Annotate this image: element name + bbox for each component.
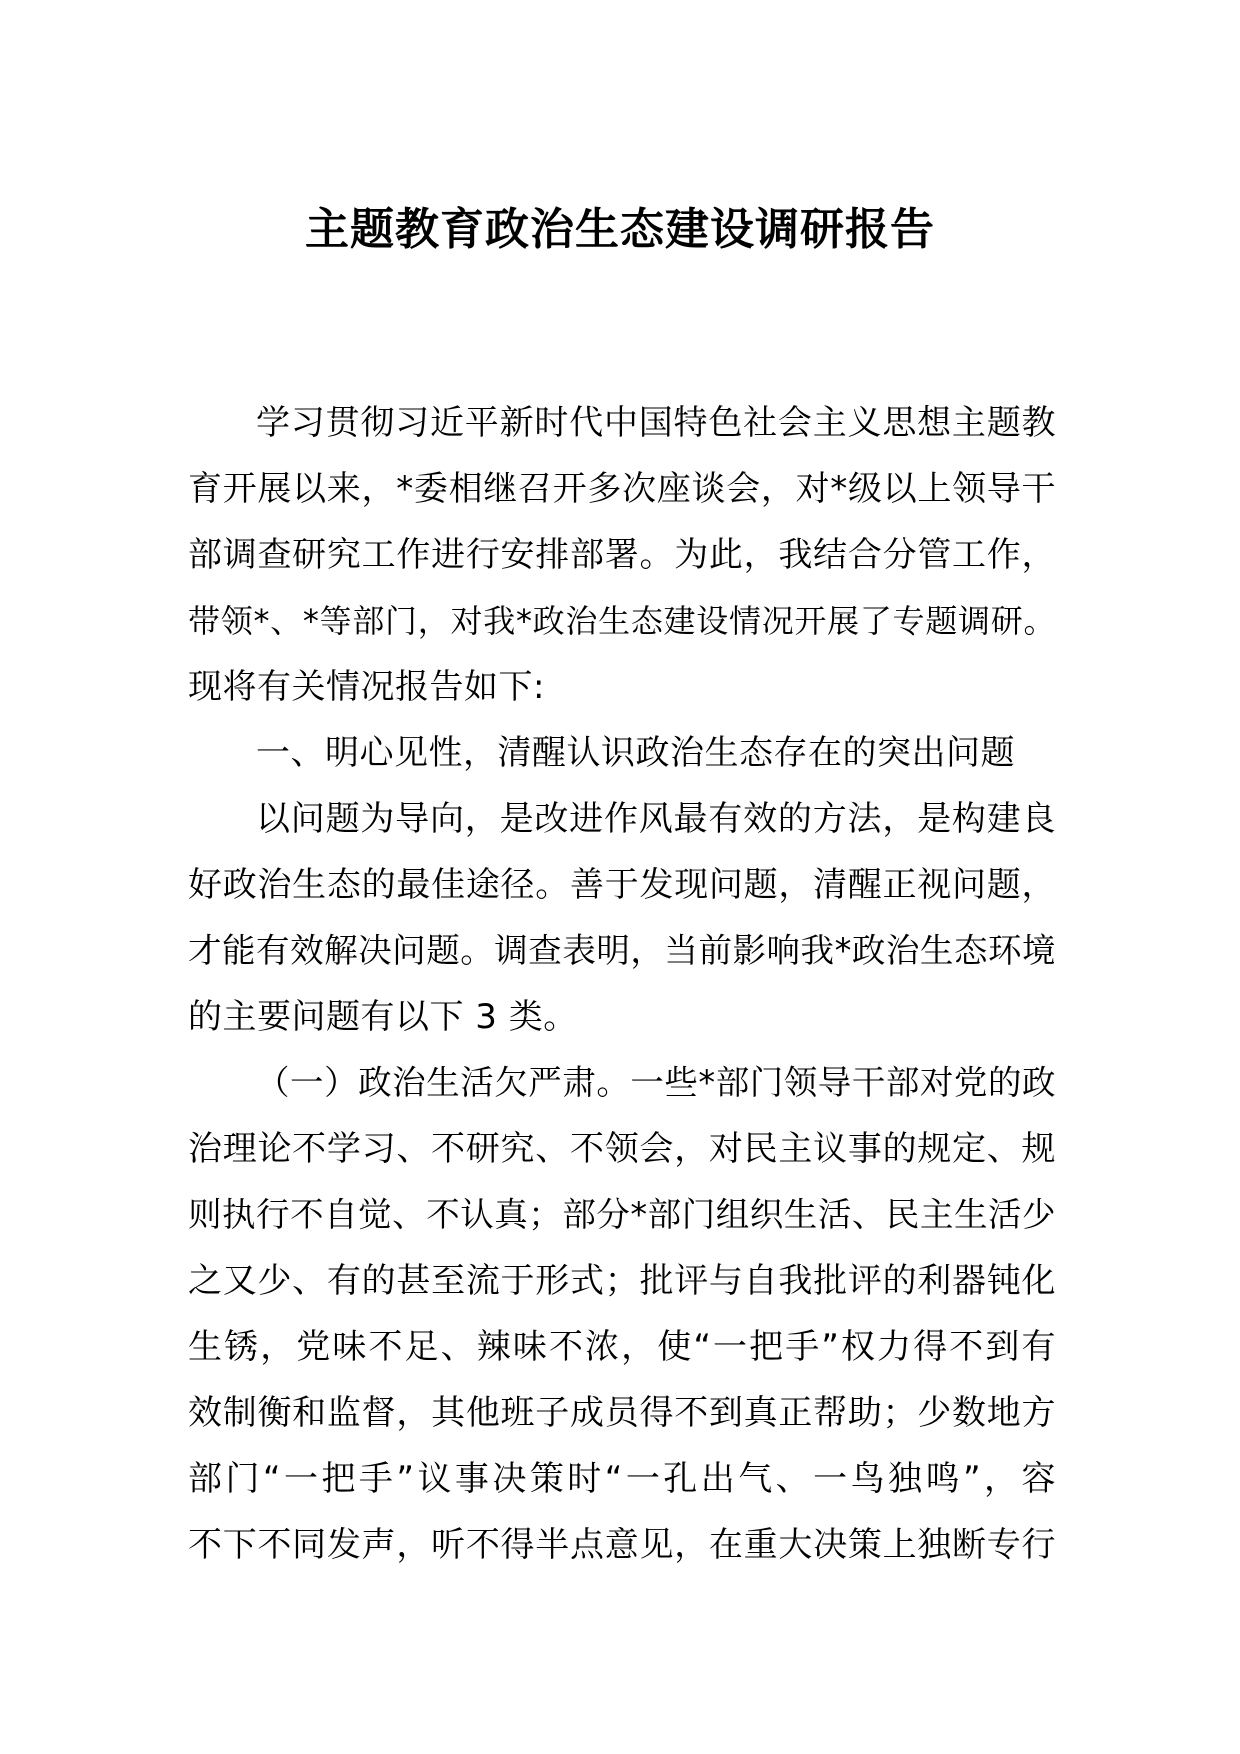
body-line: 之又少、有的甚至流于形式；批评与自我批评的利器钝化 (188, 1261, 1056, 1301)
body-line: 育开展以来，*委相继召开多次座谈会，对*级以上领导干 (188, 469, 1056, 509)
body-line: 部调查研究工作进行安排部署。为此，我结合分管工作， (188, 535, 1056, 575)
body-line: 带领*、*等部门，对我*政治生态建设情况开展了专题调研。 (188, 602, 1056, 640)
body-line: （一）政治生活欠严肃。一些*部门领导干部对党的政 (256, 1063, 1056, 1102)
document-title: 主题教育政治生态建设调研报告 (305, 204, 935, 255)
body-line: 才能有效解决问题。调查表明，当前影响我*政治生态环境 (188, 931, 1056, 970)
body-line: 部门“一把手”议事决策时“一孔出气、一鸟独鸣”，容 (188, 1459, 1056, 1499)
body-line: 治理论不学习、不研究、不领会，对民主议事的规定、规 (188, 1129, 1056, 1169)
body-line: 一、明心见性，清醒认识政治生态存在的突出问题 (256, 733, 1015, 773)
body-line: 的主要问题有以下 3 类。 (188, 997, 578, 1037)
body-line: 则执行不自觉、不认真；部分*部门组织生活、民主生活少 (188, 1195, 1056, 1234)
body-line: 好政治生态的最佳途径。善于发现问题，清醒正视问题， (188, 865, 1056, 905)
body-line: 以问题为导向，是改进作风最有效的方法，是构建良 (256, 799, 1056, 839)
body-line: 效制衡和监督，其他班子成员得不到真正帮助；少数地方 (188, 1393, 1056, 1433)
body-line: 生锈，党味不足、辣味不浓，使“一把手”权力得不到有 (188, 1327, 1056, 1367)
body-line: 不下不同发声，听不得半点意见，在重大决策上独断专行 (188, 1525, 1056, 1565)
document-body (188, 390, 1056, 1578)
body-line: 现将有关情况报告如下: (188, 667, 545, 707)
body-line: 学习贯彻习近平新时代中国特色社会主义思想主题教 (256, 403, 1056, 443)
